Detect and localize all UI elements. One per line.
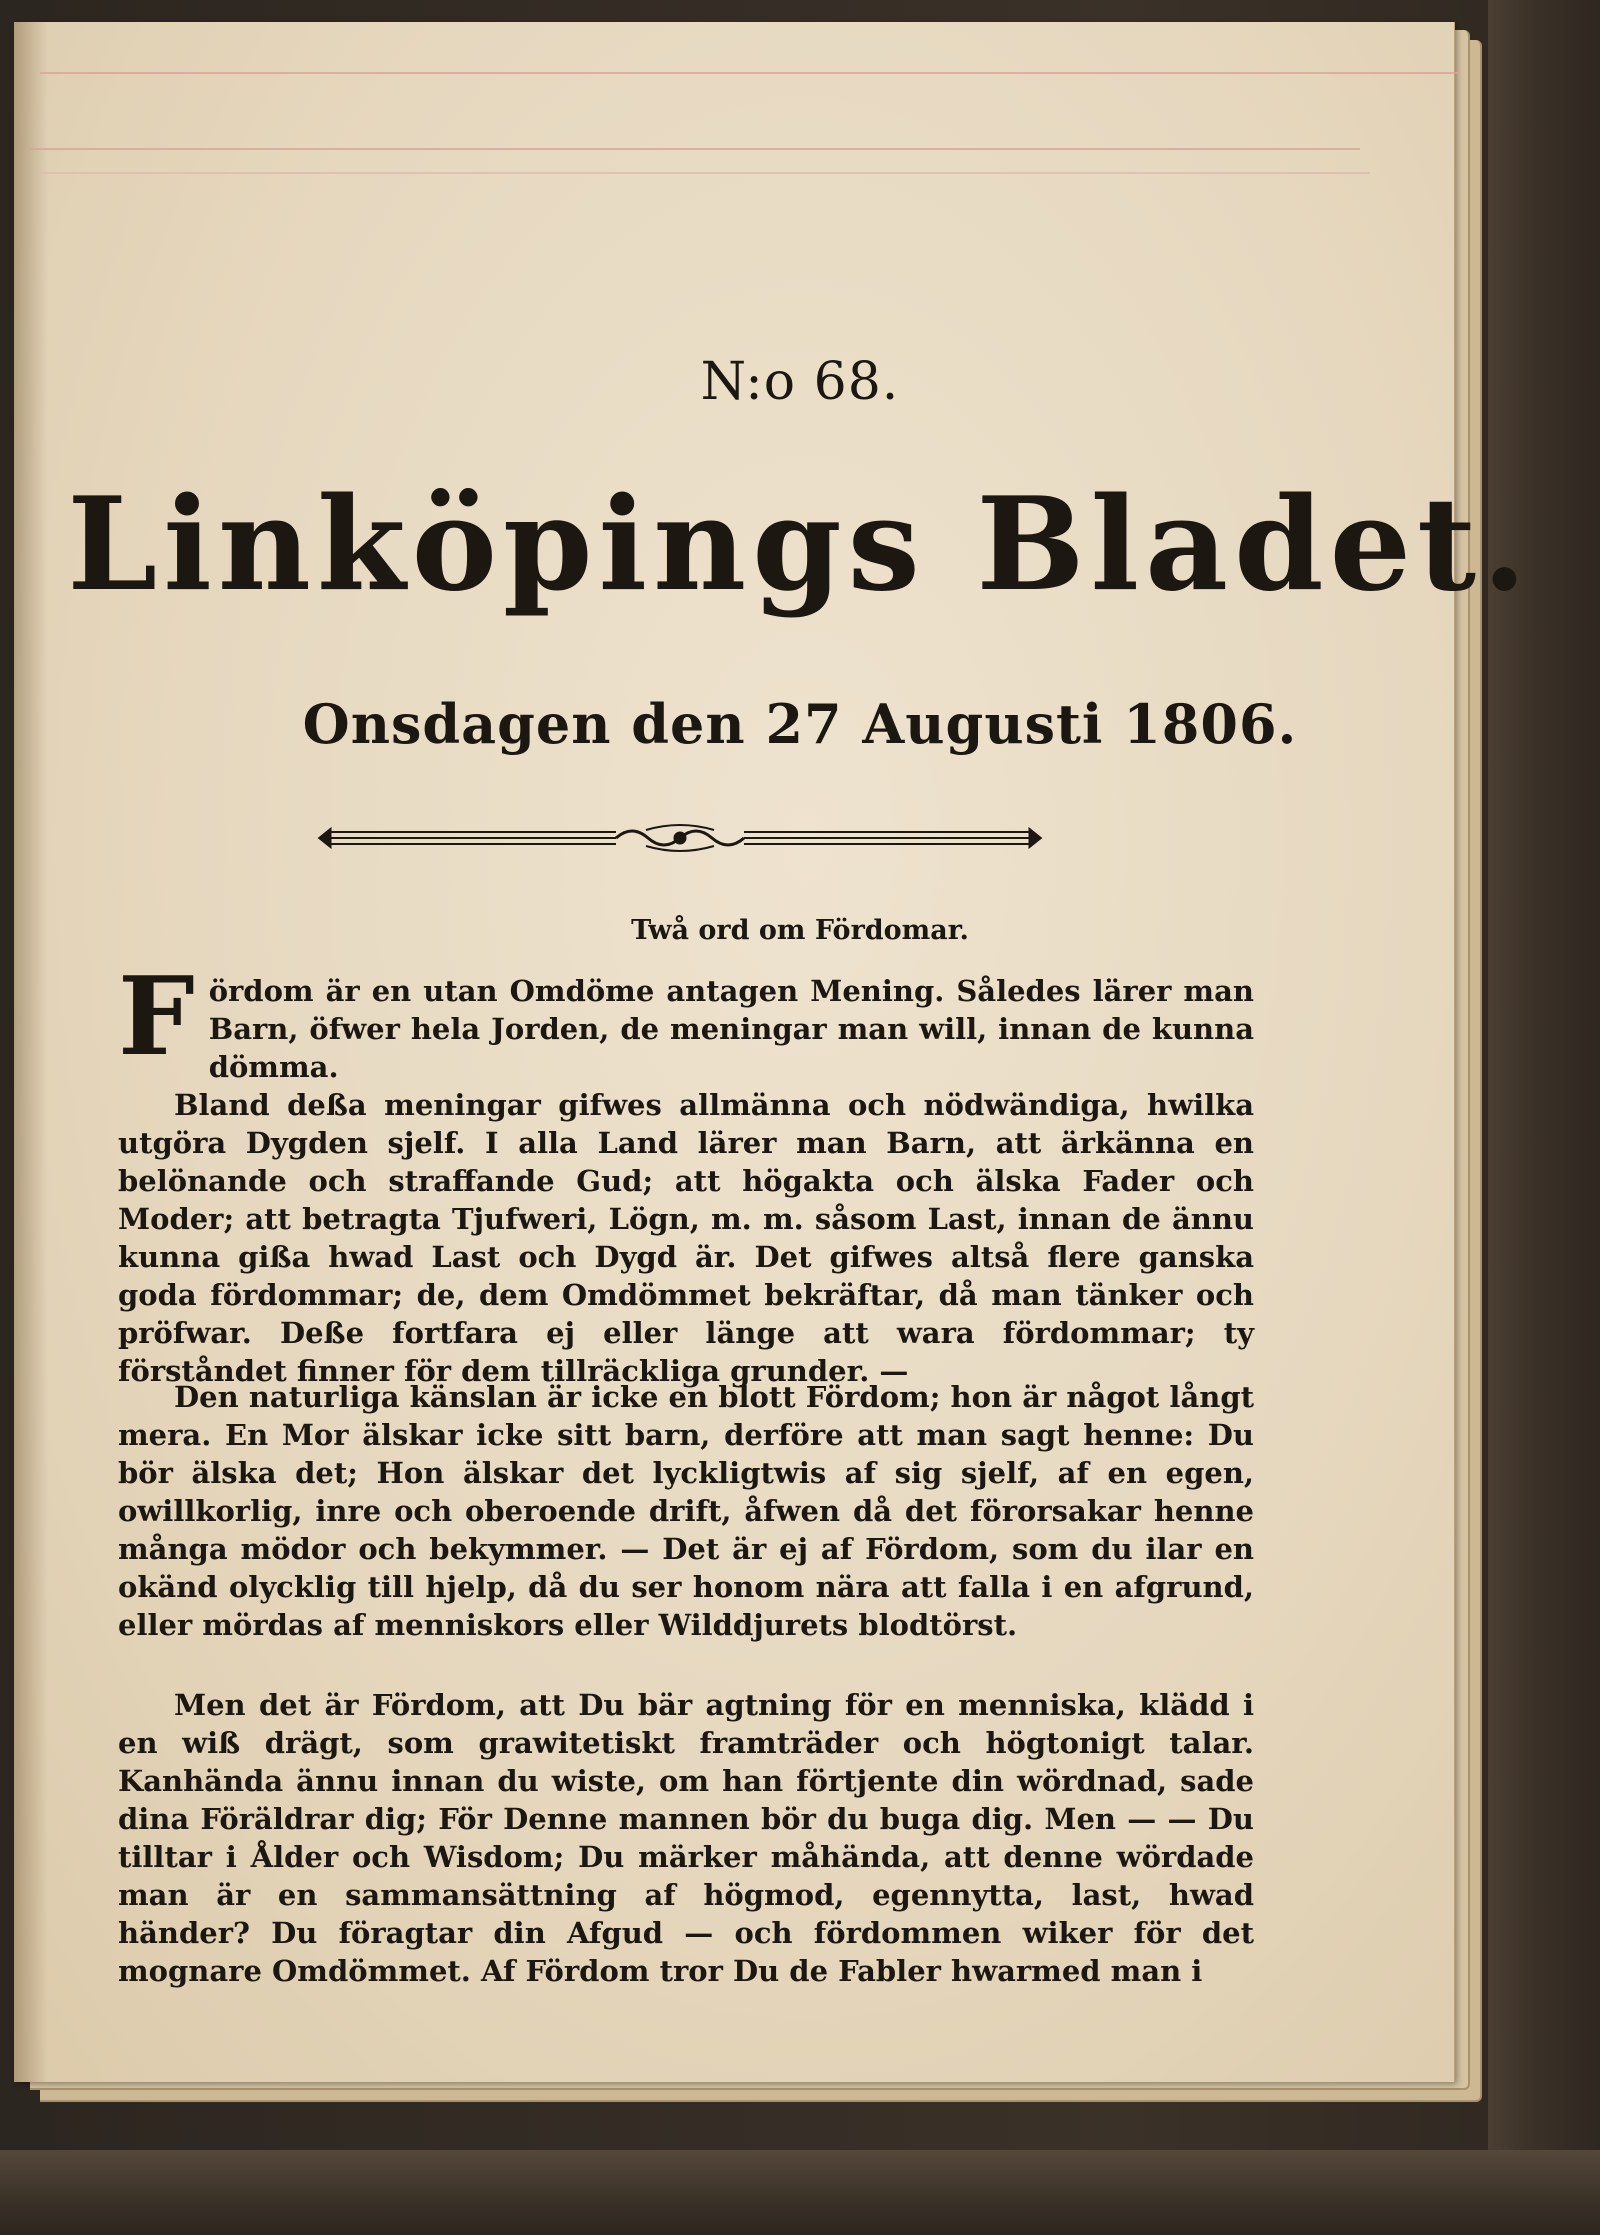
article-heading: Twå ord om Fördomar. (631, 915, 969, 946)
drop-cap: F (118, 954, 195, 1080)
gutter-shadow (14, 22, 48, 2082)
scan-right-edge (1488, 0, 1600, 2235)
paragraph (118, 1086, 1254, 1390)
decorative-rule (316, 818, 1044, 858)
page-fold-line (40, 72, 1460, 74)
page-fold-line (30, 148, 1360, 150)
paragraph (118, 1686, 1254, 1990)
issue-date: Onsdagen den 27 Augusti 1806. (302, 692, 1298, 756)
paragraph-text: Bland deßa meningar gifwes allmänna och nödwändiga, hwilka utgöra Dygden sjelf. I alla Land lärer man Barn, att ärkänna en belönande och straffande Gud; att högakta och älska Fader och Moder; att betragta Tjufweri, Lögn, m. m. såsom Last, innan de ännu kunna gißa hwad Last och Dygd är. Det gifwes altså flere ganska goda fördommar; de, dem Omdömmet bekräftar, då man tänker och pröfwar. Deße fortfara ej eller länge att wara fördommar; ty förståndet finner för dem tillräckliga grunder. — (118, 1088, 1254, 1388)
issue-number: N:o 68. (700, 352, 900, 412)
lead-text: ördom är en utan Omdöme antagen Mening. Således lärer man Barn, öfwer hela Jorden, de meningar man will, innan de kunna dömma. (208, 974, 1254, 1084)
paragraph-text: Den naturliga känslan är icke en blott Fördom; hon är något långt mera. En Mor älskar icke sitt barn, derföre att man sagt henne: Du bör älska det; Hon älskar det lyckligtwis af sig sjelf, af en egen, owillkorlig, inre och oberoende drift, åfwen då det förorsakar henne många mödor och bekymmer. — Det är ej af Fördom, som du ilar en okänd olycklig till hjelp, då du ser honom nära att falla i en afgrund, eller mördas af menniskors eller Wilddjurets blodtörst. (118, 1380, 1254, 1642)
paragraph-text: Men det är Fördom, att Du bär agtning för en menniska, klädd i en wiß drägt, som grawitetiskt framträder och högtonigt talar. Kanhända ännu innan du wiste, om han förtjente din wördnad, sade dina Föräldrar dig; För Denne mannen bör du buga dig. Men — — Du tilltar i Ålder och Wisdom; Du märker måhända, att denne wördade man är en sammansättning af högmod, egennytta, last, hwad händer? Du föragtar din Afgud — och fördommen wiker för det mognare Omdömmet. Af Fördom tror Du de Fabler hwarmed man i (118, 1688, 1254, 1988)
page-fold-line (40, 172, 1370, 174)
masthead-title: Linköpings Bladet. (67, 470, 1533, 620)
scan-bottom-edge (0, 2150, 1600, 2235)
lead-paragraph (118, 954, 1254, 1086)
paragraph (118, 1378, 1254, 1644)
